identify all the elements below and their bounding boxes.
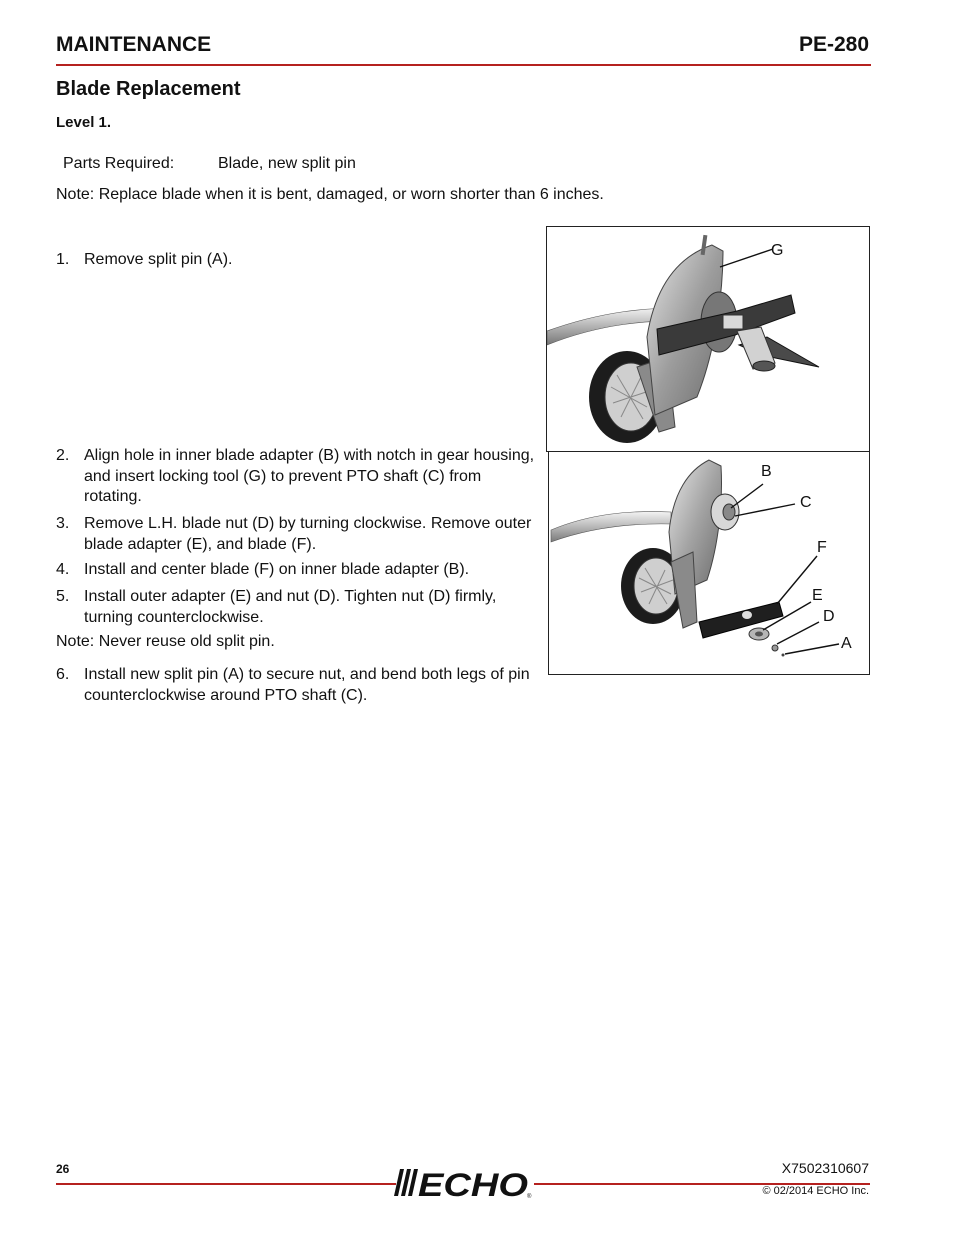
callout-g: G (771, 242, 784, 259)
step-number: 6. (56, 666, 70, 683)
level-label: Level 1. (56, 114, 112, 131)
step-2 (56, 446, 538, 508)
step-text: Install new split pin (A) to secure nut, and bend both legs of pin counterclockwise around PTO shaft (C). (84, 666, 530, 704)
model-number: PE-280 (798, 33, 869, 56)
echo-logo (394, 1166, 534, 1205)
page-number: 26 (56, 1162, 70, 1176)
callout-b: B (761, 463, 772, 480)
step-text: Align hole in inner blade adapter (B) with notch in gear housing, and insert locking tool (G) to prevent PTO shaft (C) from rotating. (84, 447, 535, 505)
header-divider (56, 64, 871, 66)
parts-required-label: Parts Required: (63, 155, 175, 172)
callout-f: F (817, 539, 827, 556)
copyright-notice: © 02/2014 ECHO Inc. (762, 1185, 869, 1197)
parts-required-value: Blade, new split pin (218, 155, 356, 172)
step-number: 2. (56, 447, 70, 464)
callout-e: E (812, 587, 823, 604)
svg-text:ECHO: ECHO (418, 1167, 529, 1200)
document-number: X7502310607 (781, 1160, 869, 1176)
step-text: Install outer adapter (E) and nut (D). Tighten nut (D) firmly, turning counterclockwise. (84, 588, 497, 626)
note-replace-blade: Note: Replace blade when it is bent, damaged, or worn shorter than 6 inches. (56, 186, 604, 203)
step-4 (56, 560, 538, 581)
step-1 (56, 250, 538, 271)
step-text: Remove split pin (A). (84, 251, 233, 268)
step-number: 5. (56, 588, 70, 605)
step-number: 4. (56, 561, 70, 578)
svg-text:®: ® (527, 1194, 532, 1200)
note-reuse-split-pin: Note: Never reuse old split pin. (56, 633, 275, 650)
step-number: 1. (56, 251, 70, 268)
callout-d: D (823, 608, 835, 625)
step-5 (56, 587, 538, 628)
page-title: Blade Replacement (56, 78, 241, 100)
step-number: 3. (56, 515, 70, 532)
callout-c: C (800, 494, 812, 511)
section-header: MAINTENANCE (56, 33, 212, 56)
step-text: Install and center blade (F) on inner blade adapter (B). (84, 561, 470, 578)
step-6 (56, 665, 538, 706)
footer-divider-left (56, 1183, 396, 1185)
step-3 (56, 514, 538, 555)
edger-photo-parts-callouts (548, 451, 870, 675)
edger-photo-locking-tool (546, 226, 870, 452)
step-text: Remove L.H. blade nut (D) by turning clockwise. Remove outer blade adapter (E), and blade (F). (84, 515, 532, 553)
callout-a: A (841, 635, 852, 652)
